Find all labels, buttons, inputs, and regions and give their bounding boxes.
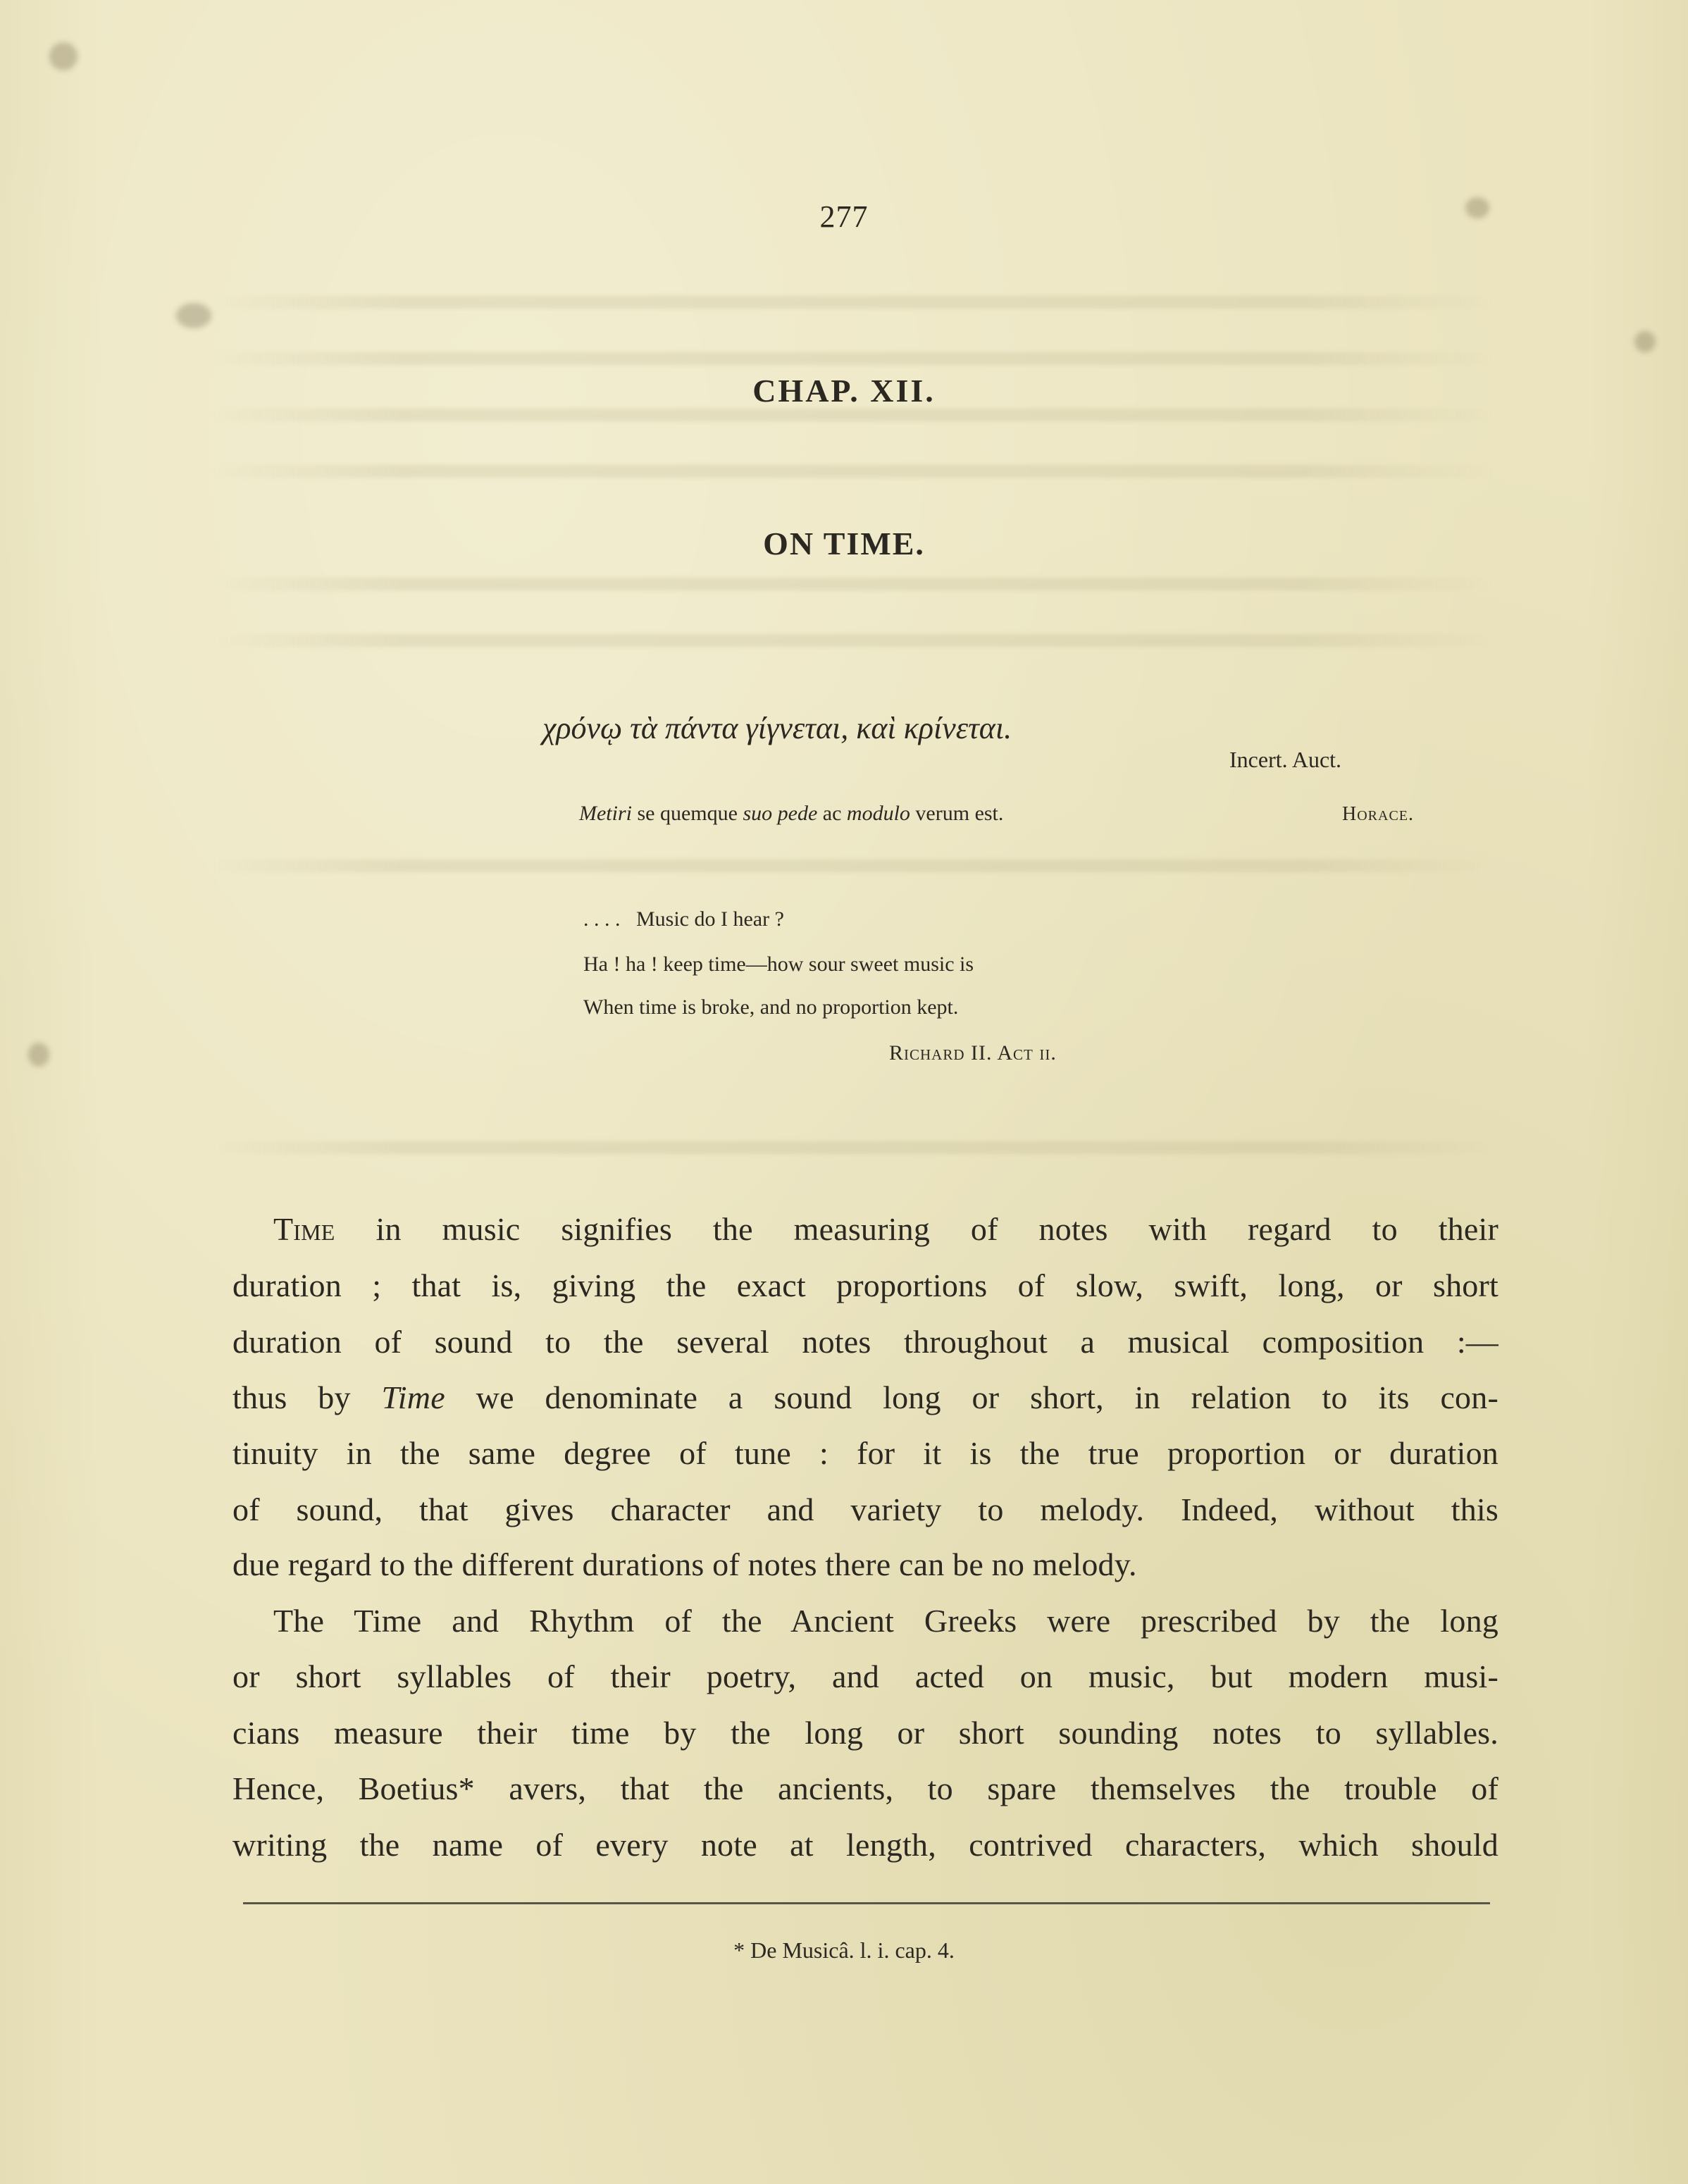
latin-italic-word: Metiri <box>579 802 632 825</box>
greek-epigraph-attribution: Incert. Auct. <box>1229 747 1342 772</box>
latin-text: verum est. <box>910 802 1004 825</box>
bleed-through-line <box>211 352 1494 365</box>
bleed-through-line <box>211 1141 1494 1154</box>
body-text-line <box>273 1208 1498 1251</box>
chapter-title: CHAP. XII. <box>752 373 936 409</box>
bleed-through-line <box>211 860 1494 872</box>
bleed-through-line <box>211 578 1494 590</box>
paper-stain <box>49 42 77 70</box>
body-text-line: Hence, Boetius* avers, that the ancients, to spare themselves the trouble of <box>232 1770 1498 1806</box>
verse-attribution: Richard II. Act ii. <box>889 1041 1057 1065</box>
latin-text: se quemque <box>632 802 743 825</box>
bleed-through-line <box>211 409 1494 421</box>
latin-italic-word: modulo <box>846 802 910 825</box>
paper-stain <box>176 303 211 328</box>
italic-term: Time <box>381 1379 445 1415</box>
verse-line: . . . . Music do I hear ? <box>583 907 784 931</box>
paper-stain <box>28 1043 49 1067</box>
body-text-line: duration of sound to the several notes throughout a musical composition :— <box>232 1324 1498 1360</box>
latin-epigraph <box>579 802 1003 826</box>
bleed-through-line <box>211 634 1494 647</box>
page-number: 277 <box>819 199 869 234</box>
body-text-line: tinuity in the same degree of tune : for it is the true proportion or duration <box>232 1435 1498 1471</box>
footnote: * De Musicâ. l. i. cap. 4. <box>733 1937 955 1963</box>
body-text-line: of sound, that gives character and variety to melody. Indeed, without this <box>232 1491 1498 1527</box>
latin-italic-phrase: suo pede <box>743 802 818 825</box>
lead-word: Time <box>273 1211 335 1247</box>
footnote-rule <box>243 1902 1490 1904</box>
verse-line: Ha ! ha ! keep time—how sour sweet music is <box>583 953 974 976</box>
body-text-line: cians measure their time by the long or short sounding notes to syllables. <box>232 1715 1498 1751</box>
latin-epigraph-attribution: Horace. <box>1342 803 1415 825</box>
body-text-line: due regard to the different durations of notes there can be no melody. <box>232 1546 1137 1582</box>
body-text-line: duration ; that is, giving the exact proportions of slow, swift, long, or short <box>232 1267 1498 1303</box>
body-text-line: The Time and Rhythm of the Ancient Greeks were prescribed by the long <box>273 1603 1498 1639</box>
body-text: we denominate a sound long or short, in relation to its con- <box>445 1379 1498 1415</box>
bleed-through-line <box>211 296 1494 309</box>
body-text: in music signifies the measuring of notes with regard to their <box>335 1211 1498 1247</box>
bleed-through-line <box>211 465 1494 478</box>
body-text-line <box>232 1377 1498 1419</box>
greek-epigraph: χρόνῳ τὰ πάντα γίγνεται, καὶ κρίνεται. <box>542 711 1012 745</box>
verse-line: When time is broke, and no proportion kept. <box>583 995 959 1019</box>
body-text-line: or short syllables of their poetry, and acted on music, but modern musi- <box>232 1658 1498 1694</box>
section-title: ON TIME. <box>763 526 925 561</box>
paper-stain <box>1634 331 1656 352</box>
body-text-line: writing the name of every note at length, contrived characters, which should <box>232 1827 1498 1863</box>
latin-text: ac <box>817 802 847 825</box>
body-text: thus by <box>232 1379 382 1415</box>
